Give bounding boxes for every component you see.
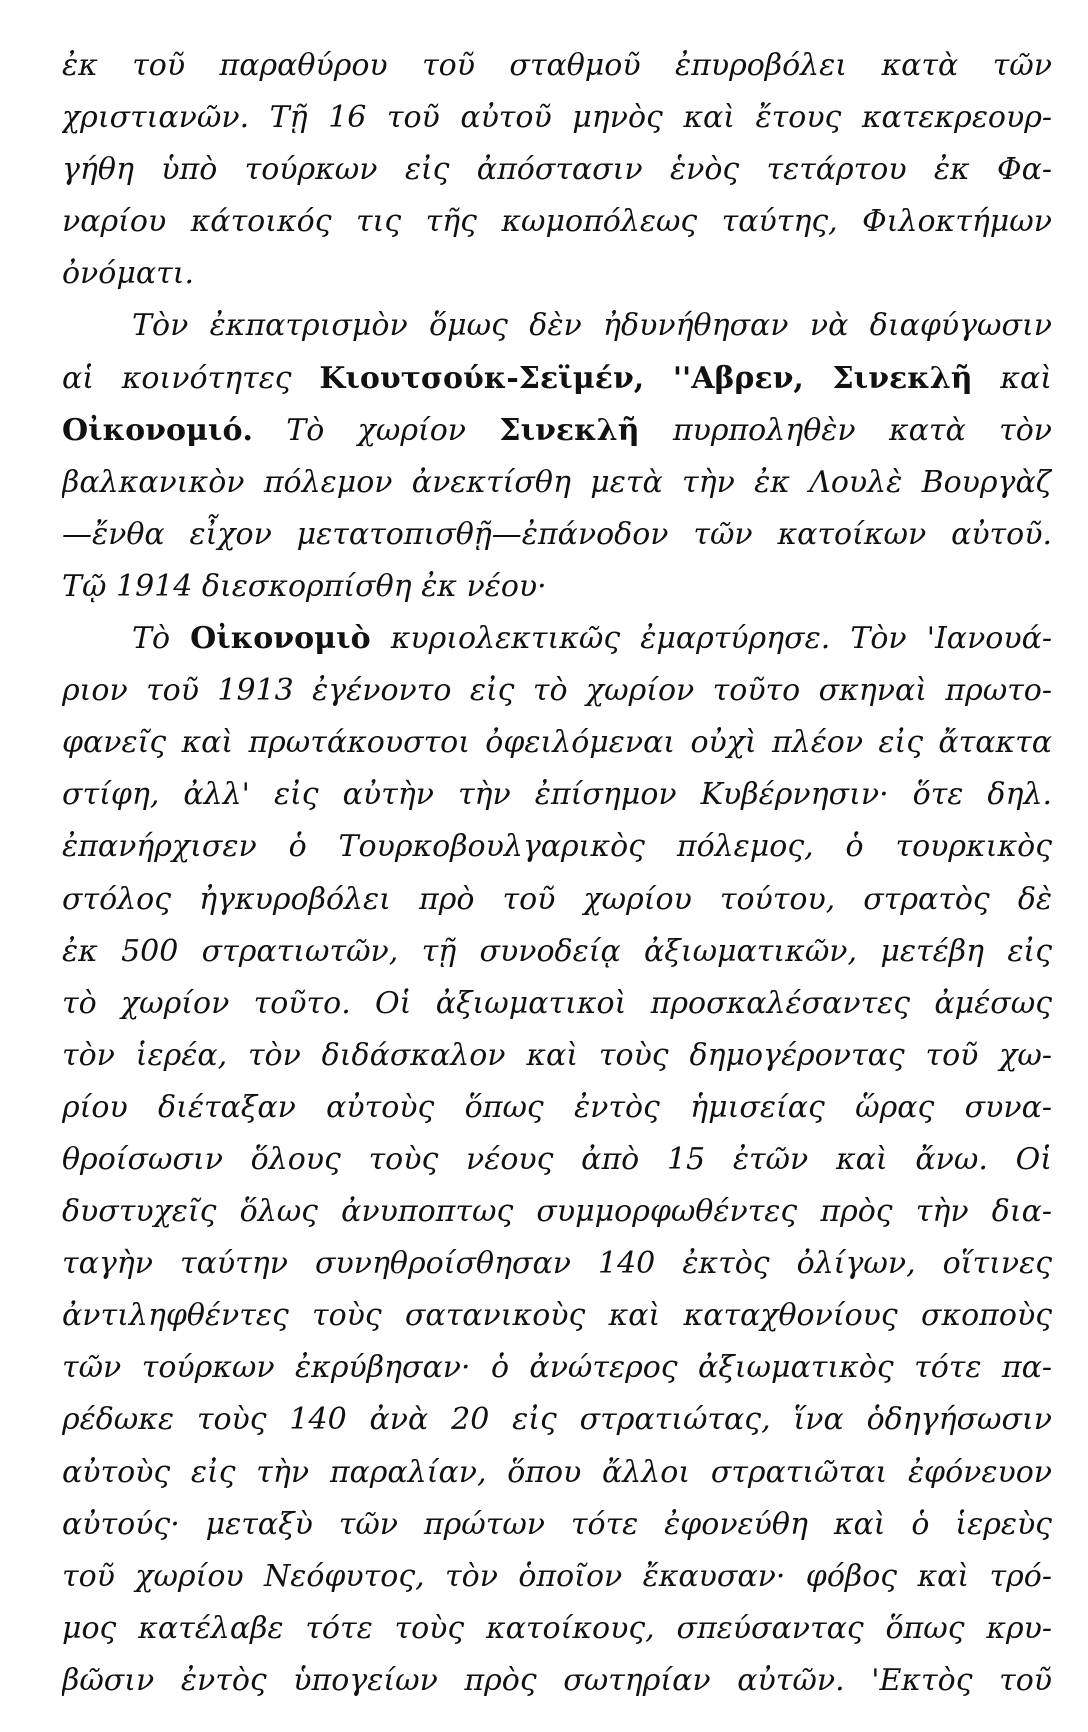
text-span: τὸν ἱερέα, τὸν διδάσκαλον καὶ τοὺς δημογέροντας τοῦ χω-	[62, 1037, 1052, 1073]
text-span: αὐτούς· μεταξὺ τῶν πρώτων τότε ἐφονεύθη καὶ ὁ ἱερεὺς	[62, 1506, 1052, 1542]
text-line	[62, 613, 1052, 665]
text-line	[62, 1082, 1052, 1134]
text-line	[62, 1186, 1052, 1238]
text-line	[62, 1238, 1052, 1290]
text-span: ἐκ τοῦ παραθύρου τοῦ σταθμοῦ ἐπυροβόλει κατὰ τῶν	[62, 48, 1052, 83]
text-line	[62, 92, 1052, 144]
text-span: Τὸ χωρίον	[286, 412, 467, 448]
text-span: κυριολεκτικῶς ἐμαρτύρησε. Τὸν 'Ιανουά-	[390, 621, 1052, 657]
text-span: αἱ κοινότητες	[62, 360, 292, 396]
text-line	[62, 509, 1052, 561]
text-line	[62, 874, 1052, 926]
text-span: μος κατέλαβε τότε τοὺς κατοίκους, σπεύσαντας ὅπως κρυ-	[62, 1610, 1052, 1646]
bold-place-name: Σινεκλῆ	[499, 412, 640, 448]
text-span: ρίου διέταξαν αὐτοὺς ὅπως ἐντὸς ἡμισείας ὥρας συνα-	[62, 1089, 1052, 1125]
text-span: Τὸν ἐκπατρισμὸν ὅμως δὲν ἠδυνήθησαν νὰ διαφύγωσιν	[132, 308, 1052, 344]
text-span: πυρποληθὲν κατὰ τὸν	[672, 412, 1052, 448]
text-span: ριον τοῦ 1913 ἐγένοντο εἰς τὸ χωρίον τοῦτο σκηναὶ πρωτο-	[62, 673, 1052, 709]
text-span: Τῷ 1914 διεσκορπίσθη ἐκ νέου·	[62, 568, 547, 604]
text-line	[62, 353, 1052, 405]
text-span: γήθη ὑπὸ τούρκων εἰς ἀπόστασιν ἑνὸς τετάρτου ἐκ Φα-	[62, 152, 1052, 188]
text-span: Τὸ	[132, 621, 171, 657]
text-line	[62, 1134, 1052, 1186]
text-span: τοῦ χωρίου Νεόφυτος, τὸν ὁποῖον ἔκαυσαν· φόβος καὶ τρό-	[62, 1558, 1052, 1594]
text-line	[62, 300, 1052, 352]
text-span: δυστυχεῖς ὅλως ἀνυποπτως συμμορφωθέντες πρὸς τὴν δια-	[62, 1194, 1052, 1230]
text-line	[62, 248, 1052, 300]
text-span: βῶσιν ἐντὸς ὑπογείων πρὸς σωτηρίαν αὐτῶν. 'Εκτὸς τοῦ	[62, 1662, 1052, 1698]
text-span: καὶ	[1000, 360, 1052, 396]
text-span: θροίσωσιν ὅλους τοὺς νέους ἀπὸ 15 ἐτῶν καὶ ἄνω. Οἱ	[62, 1141, 1052, 1177]
text-span: ἐκ 500 στρατιωτῶν, τῇ συνοδείᾳ ἀξιωματικῶν, μετέβη εἰς	[62, 933, 1052, 969]
text-span: ναρίου κάτοικός τις τῆς κωμοπόλεως ταύτης, Φιλοκτήμων	[62, 204, 1052, 240]
text-line	[62, 978, 1052, 1030]
text-line	[62, 1394, 1052, 1446]
text-span: τὸ χωρίον τοῦτο. Οἱ ἀξιωματικοὶ προσκαλέσαντες ἀμέσως	[62, 985, 1052, 1021]
text-span: βαλκανικὸν πόλεμον ἀνεκτίσθη μετὰ τὴν ἐκ Λουλὲ Βουργὰζ	[62, 464, 1052, 500]
text-line	[62, 1655, 1052, 1707]
text-span: στίφη, ἀλλ' εἰς αὐτὴν τὴν ἐπίσημον Κυβέρνησιν· ὅτε δηλ.	[62, 777, 1052, 813]
text-span: ὀνόματι.	[62, 256, 195, 292]
text-span: φανεῖς καὶ πρωτάκουστοι ὀφειλόμεναι οὐχὶ πλέον εἰς ἄτακτα	[62, 725, 1052, 761]
text-span: —ἔνθα εἶχον μετατοπισθῇ—ἐπάνοδον τῶν κατοίκων αὐτοῦ.	[62, 516, 1052, 552]
text-line	[62, 665, 1052, 717]
text-line	[62, 1499, 1052, 1551]
text-line	[62, 144, 1052, 196]
text-line	[62, 926, 1052, 978]
text-line	[62, 1342, 1052, 1394]
text-line	[62, 1551, 1052, 1603]
bold-place-name: Οἰκονομιὸ	[190, 621, 371, 657]
text-span: αὐτοὺς εἰς τὴν παραλίαν, ὅπου ἄλλοι στρατιῶται ἐφόνευον	[62, 1454, 1052, 1490]
text-line	[62, 1603, 1052, 1655]
text-line	[62, 40, 1052, 92]
text-line	[62, 196, 1052, 248]
text-line	[62, 457, 1052, 509]
text-line	[62, 769, 1052, 821]
text-line	[62, 1030, 1052, 1082]
text-span: χριστιανῶν. Τῇ 16 τοῦ αὐτοῦ μηνὸς καὶ ἔτους κατεκρεουρ-	[62, 100, 1052, 136]
text-span: ταγὴν ταύτην συνηθροίσθησαν 140 ἐκτὸς ὀλίγων, οἵτινες	[62, 1246, 1052, 1282]
bold-place-names: Κιουτσούκ-Σεϊμέν, ''Αβρεν, Σινεκλῆ	[319, 360, 973, 396]
text-line	[62, 1290, 1052, 1342]
text-span: στόλος ἠγκυροβόλει πρὸ τοῦ χωρίου τούτου, στρατὸς δὲ	[62, 881, 1052, 917]
text-line	[62, 1447, 1052, 1499]
text-line	[62, 561, 1052, 613]
text-span: ρέδωκε τοὺς 140 ἀνὰ 20 εἰς στρατιώτας, ἵνα ὁδηγήσωσιν	[62, 1402, 1052, 1438]
text-span: ἐπανήρχισεν ὁ Τουρκοβουλγαρικὸς πόλεμος, ὁ τουρκικὸς	[62, 829, 1052, 865]
text-span: τῶν τούρκων ἐκρύβησαν· ὁ ἀνώτερος ἀξιωματικὸς τότε πα-	[62, 1350, 1052, 1386]
text-line	[62, 821, 1052, 873]
document-page	[62, 40, 1052, 1710]
text-line	[62, 717, 1052, 769]
text-span: ἀντιληφθέντες τοὺς σατανικοὺς καὶ καταχθονίους σκοποὺς	[62, 1298, 1052, 1334]
text-line	[62, 405, 1052, 457]
bold-place-name: Οἰκονομιό.	[62, 412, 253, 448]
